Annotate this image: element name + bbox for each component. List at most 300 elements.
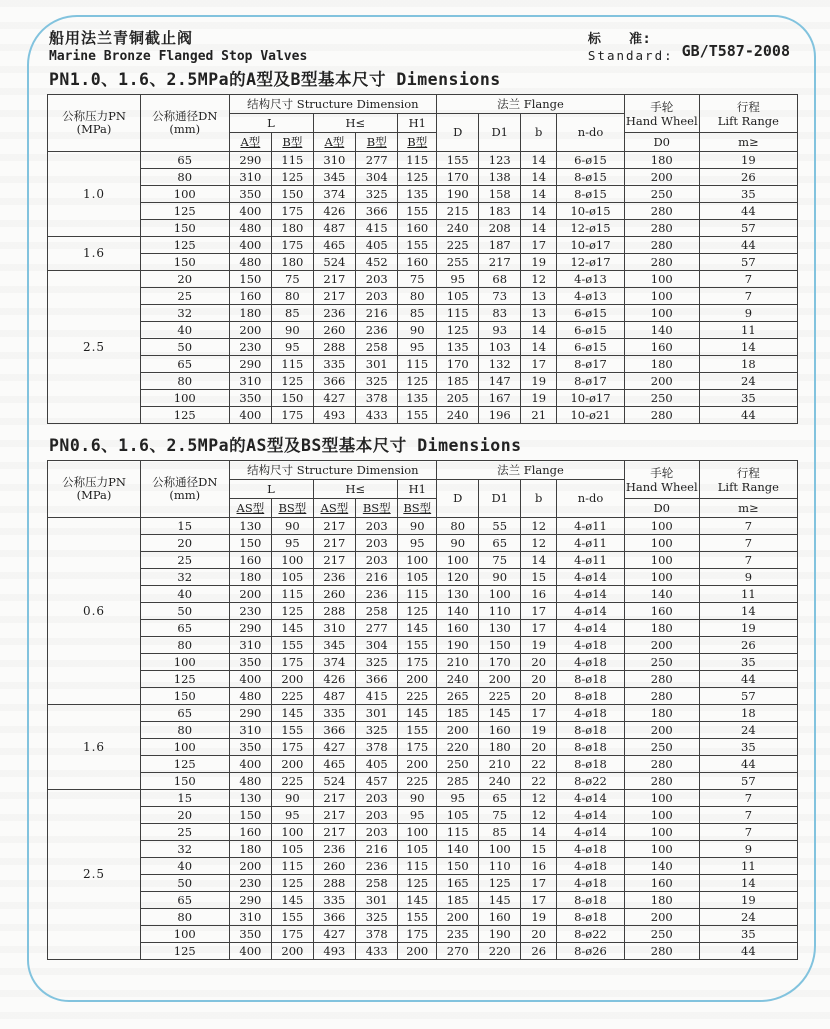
- cell-l-a: 310: [229, 373, 272, 390]
- cell-l-a: 130: [229, 518, 272, 535]
- cell-d: 140: [437, 841, 479, 858]
- cell-h1-b: 95: [398, 535, 437, 552]
- cell-b: 20: [521, 688, 557, 705]
- cell-d1: 123: [479, 152, 521, 169]
- cell-b: 14: [521, 322, 557, 339]
- cell-l-b: 200: [272, 756, 313, 773]
- cell-b: 17: [521, 356, 557, 373]
- cell-l-b: 125: [272, 875, 313, 892]
- cell-b: 12: [521, 535, 557, 552]
- table-row: [48, 671, 798, 688]
- cell-h-a: 217: [313, 807, 356, 824]
- cell-b: 14: [521, 339, 557, 356]
- cell-d: 80: [437, 518, 479, 535]
- cell-n-do: 8-ø18: [557, 739, 625, 756]
- standard-labels: [588, 32, 674, 64]
- pressure-group-cell: 2.5: [48, 790, 141, 960]
- header-type-b-h: B型: [356, 133, 398, 152]
- cell-dn: 65: [141, 620, 230, 637]
- cell-h1-b: 100: [398, 552, 437, 569]
- cell-l-a: 350: [229, 654, 272, 671]
- cell-b: 12: [521, 790, 557, 807]
- table-row: [48, 203, 798, 220]
- cell-n-do: 4-ø11: [557, 535, 625, 552]
- cell-h-a: 217: [313, 552, 356, 569]
- cell-m: 7: [699, 535, 797, 552]
- cell-d: 105: [437, 288, 479, 305]
- cell-n-do: 8-ø26: [557, 943, 625, 960]
- cell-b: 14: [521, 552, 557, 569]
- cell-d: 105: [437, 807, 479, 824]
- cell-h-b: 433: [356, 943, 398, 960]
- cell-l-a: 480: [229, 688, 272, 705]
- cell-d1: 220: [479, 943, 521, 960]
- table-row: [48, 909, 798, 926]
- cell-d: 95: [437, 271, 479, 288]
- header-d: D: [437, 480, 479, 518]
- cell-l-b: 175: [272, 739, 313, 756]
- cell-h-b: 325: [356, 373, 398, 390]
- cell-b: 14: [521, 152, 557, 169]
- cell-l-a: 480: [229, 773, 272, 790]
- cell-n-do: 6-ø15: [557, 152, 625, 169]
- cell-h-b: 203: [356, 271, 398, 288]
- cell-h-b: 452: [356, 254, 398, 271]
- cell-dn: 100: [141, 739, 230, 756]
- cell-l-b: 150: [272, 186, 313, 203]
- cell-h1-b: 225: [398, 688, 437, 705]
- cell-dn: 100: [141, 390, 230, 407]
- cell-h-b: 415: [356, 220, 398, 237]
- cell-l-b: 90: [272, 518, 313, 535]
- cell-h-b: 457: [356, 773, 398, 790]
- cell-l-a: 480: [229, 220, 272, 237]
- cell-h1-b: 75: [398, 271, 437, 288]
- cell-h-b: 203: [356, 824, 398, 841]
- cell-dn: 40: [141, 322, 230, 339]
- cell-dn: 125: [141, 203, 230, 220]
- cell-d: 220: [437, 739, 479, 756]
- cell-d: 135: [437, 339, 479, 356]
- table-row: [48, 603, 798, 620]
- cell-h-b: 203: [356, 790, 398, 807]
- cell-h-a: 426: [313, 671, 356, 688]
- cell-n-do: 8-ø18: [557, 722, 625, 739]
- cell-n-do: 8-ø17: [557, 373, 625, 390]
- cell-h-a: 345: [313, 169, 356, 186]
- header-pressure: 公称压力PN (MPa): [48, 95, 141, 152]
- cell-h-a: 374: [313, 186, 356, 203]
- cell-d0: 100: [624, 552, 699, 569]
- cell-b: 14: [521, 169, 557, 186]
- cell-l-a: 290: [229, 356, 272, 373]
- cell-l-b: 145: [272, 705, 313, 722]
- cell-l-b: 95: [272, 339, 313, 356]
- cell-dn: 80: [141, 637, 230, 654]
- cell-l-b: 200: [272, 943, 313, 960]
- cell-d: 265: [437, 688, 479, 705]
- cell-l-a: 350: [229, 739, 272, 756]
- cell-h-a: 310: [313, 152, 356, 169]
- cell-h-a: 260: [313, 586, 356, 603]
- pressure-group-cell: 0.6: [48, 518, 141, 705]
- cell-d0: 200: [624, 637, 699, 654]
- header-h: H≤: [313, 114, 398, 133]
- cell-b: 13: [521, 305, 557, 322]
- table-row: [48, 356, 798, 373]
- cell-d0: 200: [624, 909, 699, 926]
- cell-m: 7: [699, 288, 797, 305]
- cell-dn: 125: [141, 237, 230, 254]
- cell-d0: 280: [624, 756, 699, 773]
- cell-d1: 210: [479, 756, 521, 773]
- cell-dn: 32: [141, 841, 230, 858]
- cell-h-b: 203: [356, 518, 398, 535]
- table-row: [48, 186, 798, 203]
- header-d: D: [437, 114, 479, 152]
- cell-m: 7: [699, 271, 797, 288]
- table-row: [48, 169, 798, 186]
- cell-h-a: 493: [313, 407, 356, 424]
- cell-m: 19: [699, 892, 797, 909]
- table-row: [48, 271, 798, 288]
- cell-n-do: 4-ø11: [557, 552, 625, 569]
- cell-h-a: 427: [313, 390, 356, 407]
- cell-h-a: 366: [313, 722, 356, 739]
- cell-n-do: 4-ø14: [557, 603, 625, 620]
- cell-d1: 190: [479, 926, 521, 943]
- cell-dn: 65: [141, 705, 230, 722]
- cell-b: 17: [521, 705, 557, 722]
- cell-d: 200: [437, 722, 479, 739]
- cell-m: 11: [699, 322, 797, 339]
- cell-b: 22: [521, 773, 557, 790]
- cell-l-a: 150: [229, 807, 272, 824]
- cell-d1: 160: [479, 909, 521, 926]
- cell-n-do: 10-ø17: [557, 390, 625, 407]
- cell-h1-b: 160: [398, 220, 437, 237]
- cell-n-do: 12-ø17: [557, 254, 625, 271]
- document-title-en: Marine Bronze Flanged Stop Valves: [49, 49, 308, 64]
- cell-h-b: 366: [356, 203, 398, 220]
- cell-l-a: 160: [229, 552, 272, 569]
- cell-b: 16: [521, 858, 557, 875]
- cell-h-b: 277: [356, 620, 398, 637]
- cell-h-b: 325: [356, 722, 398, 739]
- cell-l-a: 400: [229, 203, 272, 220]
- cell-l-a: 130: [229, 790, 272, 807]
- cell-d0: 280: [624, 203, 699, 220]
- cell-d0: 160: [624, 339, 699, 356]
- cell-m: 7: [699, 807, 797, 824]
- cell-l-b: 150: [272, 390, 313, 407]
- cell-n-do: 8-ø18: [557, 756, 625, 773]
- cell-h1-b: 125: [398, 373, 437, 390]
- cell-d: 215: [437, 203, 479, 220]
- cell-l-a: 290: [229, 620, 272, 637]
- cell-d1: 68: [479, 271, 521, 288]
- cell-m: 7: [699, 518, 797, 535]
- section-title-2: PN0.6、1.6、2.5MPa的AS型及BS型基本尺寸 Dimensions: [49, 436, 522, 455]
- cell-b: 20: [521, 654, 557, 671]
- cell-l-b: 90: [272, 790, 313, 807]
- cell-l-b: 175: [272, 237, 313, 254]
- header-dn: 公称通径DN (mm): [141, 461, 230, 518]
- header-handwheel: 手轮 Hand Wheel: [624, 461, 699, 499]
- pressure-group-cell: 2.5: [48, 271, 141, 424]
- cell-h-b: 378: [356, 739, 398, 756]
- cell-d1: 75: [479, 552, 521, 569]
- cell-b: 12: [521, 518, 557, 535]
- cell-m: 11: [699, 858, 797, 875]
- cell-d0: 280: [624, 407, 699, 424]
- cell-n-do: 12-ø15: [557, 220, 625, 237]
- cell-m: 14: [699, 875, 797, 892]
- cell-h-a: 465: [313, 237, 356, 254]
- cell-d0: 160: [624, 603, 699, 620]
- cell-h-b: 216: [356, 305, 398, 322]
- cell-d1: 170: [479, 654, 521, 671]
- cell-dn: 20: [141, 535, 230, 552]
- cell-h-a: 366: [313, 373, 356, 390]
- cell-d1: 100: [479, 586, 521, 603]
- title-block: [49, 29, 307, 66]
- cell-h1-b: 100: [398, 824, 437, 841]
- header-m: m≥: [699, 499, 797, 518]
- cell-h-b: 277: [356, 152, 398, 169]
- cell-h1-b: 105: [398, 841, 437, 858]
- table-row: [48, 373, 798, 390]
- cell-d0: 100: [624, 790, 699, 807]
- table-row: [48, 688, 798, 705]
- cell-l-b: 105: [272, 569, 313, 586]
- cell-d0: 180: [624, 892, 699, 909]
- cell-b: 14: [521, 203, 557, 220]
- cell-n-do: 4-ø18: [557, 841, 625, 858]
- cell-d1: 147: [479, 373, 521, 390]
- cell-d0: 200: [624, 722, 699, 739]
- cell-b: 14: [521, 186, 557, 203]
- cell-d: 95: [437, 790, 479, 807]
- cell-b: 14: [521, 824, 557, 841]
- table-row: [48, 569, 798, 586]
- cell-h-b: 203: [356, 288, 398, 305]
- cell-d: 240: [437, 220, 479, 237]
- table-row: [48, 390, 798, 407]
- cell-d0: 180: [624, 152, 699, 169]
- cell-h1-b: 225: [398, 773, 437, 790]
- table-row: [48, 926, 798, 943]
- cell-l-a: 310: [229, 909, 272, 926]
- cell-d1: 208: [479, 220, 521, 237]
- cell-h-b: 216: [356, 841, 398, 858]
- cell-h-a: 426: [313, 203, 356, 220]
- table-row: [48, 339, 798, 356]
- cell-h-b: 203: [356, 535, 398, 552]
- table-row: [48, 407, 798, 424]
- header-type-as-l: AS型: [229, 499, 272, 518]
- cell-l-a: 310: [229, 637, 272, 654]
- document-header: [49, 29, 794, 66]
- header-d1: D1: [479, 114, 521, 152]
- cell-h-a: 465: [313, 756, 356, 773]
- cell-m: 57: [699, 773, 797, 790]
- cell-dn: 80: [141, 909, 230, 926]
- cell-b: 17: [521, 892, 557, 909]
- header-d0: D0: [624, 133, 699, 152]
- cell-m: 24: [699, 722, 797, 739]
- cell-l-a: 400: [229, 671, 272, 688]
- cell-h-a: 260: [313, 322, 356, 339]
- cell-d: 150: [437, 858, 479, 875]
- cell-d: 240: [437, 407, 479, 424]
- cell-m: 19: [699, 152, 797, 169]
- cell-d: 285: [437, 773, 479, 790]
- cell-l-b: 115: [272, 858, 313, 875]
- cell-d1: 110: [479, 603, 521, 620]
- cell-n-do: 4-ø14: [557, 620, 625, 637]
- cell-m: 35: [699, 926, 797, 943]
- header-d1: D1: [479, 480, 521, 518]
- cell-n-do: 8-ø22: [557, 773, 625, 790]
- cell-m: 35: [699, 186, 797, 203]
- standard-label-zh: 标 准:: [587, 32, 652, 47]
- cell-n-do: 8-ø18: [557, 671, 625, 688]
- cell-m: 14: [699, 603, 797, 620]
- cell-l-b: 155: [272, 909, 313, 926]
- cell-l-b: 155: [272, 637, 313, 654]
- cell-l-a: 180: [229, 841, 272, 858]
- cell-h-a: 236: [313, 569, 356, 586]
- section-title-1: PN1.0、1.6、2.5MPa的A型及B型基本尺寸 Dimensions: [49, 70, 501, 89]
- cell-d: 240: [437, 671, 479, 688]
- cell-m: 57: [699, 688, 797, 705]
- cell-dn: 15: [141, 790, 230, 807]
- cell-d0: 100: [624, 841, 699, 858]
- cell-l-b: 180: [272, 220, 313, 237]
- header-pressure: 公称压力PN (MPa): [48, 461, 141, 518]
- cell-d0: 140: [624, 858, 699, 875]
- table-row: [48, 518, 798, 535]
- cell-h-b: 325: [356, 909, 398, 926]
- cell-h-a: 487: [313, 688, 356, 705]
- cell-dn: 65: [141, 356, 230, 373]
- cell-m: 57: [699, 220, 797, 237]
- cell-h-b: 378: [356, 390, 398, 407]
- cell-h1-b: 175: [398, 926, 437, 943]
- cell-l-a: 230: [229, 875, 272, 892]
- cell-n-do: 6-ø15: [557, 322, 625, 339]
- cell-d1: 240: [479, 773, 521, 790]
- cell-h1-b: 200: [398, 756, 437, 773]
- header-type-a-l: A型: [229, 133, 272, 152]
- table-row: [48, 739, 798, 756]
- cell-b: 12: [521, 271, 557, 288]
- document-sheet: [27, 15, 816, 1002]
- cell-d1: 187: [479, 237, 521, 254]
- cell-h-a: 335: [313, 356, 356, 373]
- pressure-group-cell: 1.0: [48, 152, 141, 237]
- cell-n-do: 4-ø18: [557, 654, 625, 671]
- cell-dn: 32: [141, 305, 230, 322]
- cell-h-a: 260: [313, 858, 356, 875]
- header-flange: 法兰 Flange: [437, 95, 625, 114]
- header-structure: 结构尺寸 Structure Dimension: [229, 95, 437, 114]
- table-body: [48, 518, 798, 960]
- cell-d0: 280: [624, 254, 699, 271]
- cell-l-b: 175: [272, 407, 313, 424]
- cell-m: 9: [699, 569, 797, 586]
- cell-m: 18: [699, 705, 797, 722]
- header-type-bs-h1: BS型: [398, 499, 437, 518]
- cell-m: 26: [699, 169, 797, 186]
- cell-d0: 280: [624, 220, 699, 237]
- dimension-table-a-b: [47, 94, 798, 424]
- cell-b: 19: [521, 637, 557, 654]
- cell-l-a: 310: [229, 722, 272, 739]
- cell-m: 18: [699, 356, 797, 373]
- cell-d0: 180: [624, 705, 699, 722]
- cell-h-a: 288: [313, 603, 356, 620]
- cell-d1: 93: [479, 322, 521, 339]
- cell-h1-b: 125: [398, 169, 437, 186]
- cell-h1-b: 175: [398, 654, 437, 671]
- cell-d0: 250: [624, 739, 699, 756]
- cell-d0: 180: [624, 620, 699, 637]
- cell-h1-b: 155: [398, 203, 437, 220]
- cell-h-a: 288: [313, 875, 356, 892]
- cell-d: 190: [437, 186, 479, 203]
- cell-l-b: 125: [272, 169, 313, 186]
- cell-l-a: 180: [229, 305, 272, 322]
- cell-l-b: 145: [272, 620, 313, 637]
- cell-m: 26: [699, 637, 797, 654]
- header-structure: 结构尺寸 Structure Dimension: [229, 461, 437, 480]
- cell-l-a: 160: [229, 288, 272, 305]
- cell-d1: 160: [479, 722, 521, 739]
- header-type-a-h: A型: [313, 133, 356, 152]
- cell-dn: 100: [141, 926, 230, 943]
- cell-dn: 15: [141, 518, 230, 535]
- cell-d0: 140: [624, 322, 699, 339]
- cell-h1-b: 90: [398, 322, 437, 339]
- header-h: H≤: [313, 480, 398, 499]
- cell-d: 115: [437, 305, 479, 322]
- header-b: b: [521, 114, 557, 152]
- header-dn: 公称通径DN (mm): [141, 95, 230, 152]
- cell-dn: 100: [141, 186, 230, 203]
- header-h1: H1: [398, 480, 437, 499]
- table-row: [48, 586, 798, 603]
- header-ndo: n-do: [557, 480, 625, 518]
- table-row: [48, 858, 798, 875]
- cell-d1: 217: [479, 254, 521, 271]
- cell-b: 21: [521, 407, 557, 424]
- cell-m: 44: [699, 943, 797, 960]
- dimension-table-as-bs: [47, 460, 798, 960]
- cell-dn: 32: [141, 569, 230, 586]
- cell-h1-b: 160: [398, 254, 437, 271]
- cell-b: 13: [521, 288, 557, 305]
- cell-l-a: 350: [229, 390, 272, 407]
- cell-d0: 140: [624, 586, 699, 603]
- cell-l-b: 125: [272, 373, 313, 390]
- cell-h1-b: 145: [398, 892, 437, 909]
- cell-h-a: 427: [313, 739, 356, 756]
- cell-l-b: 95: [272, 535, 313, 552]
- header-h1: H1: [398, 114, 437, 133]
- cell-d: 210: [437, 654, 479, 671]
